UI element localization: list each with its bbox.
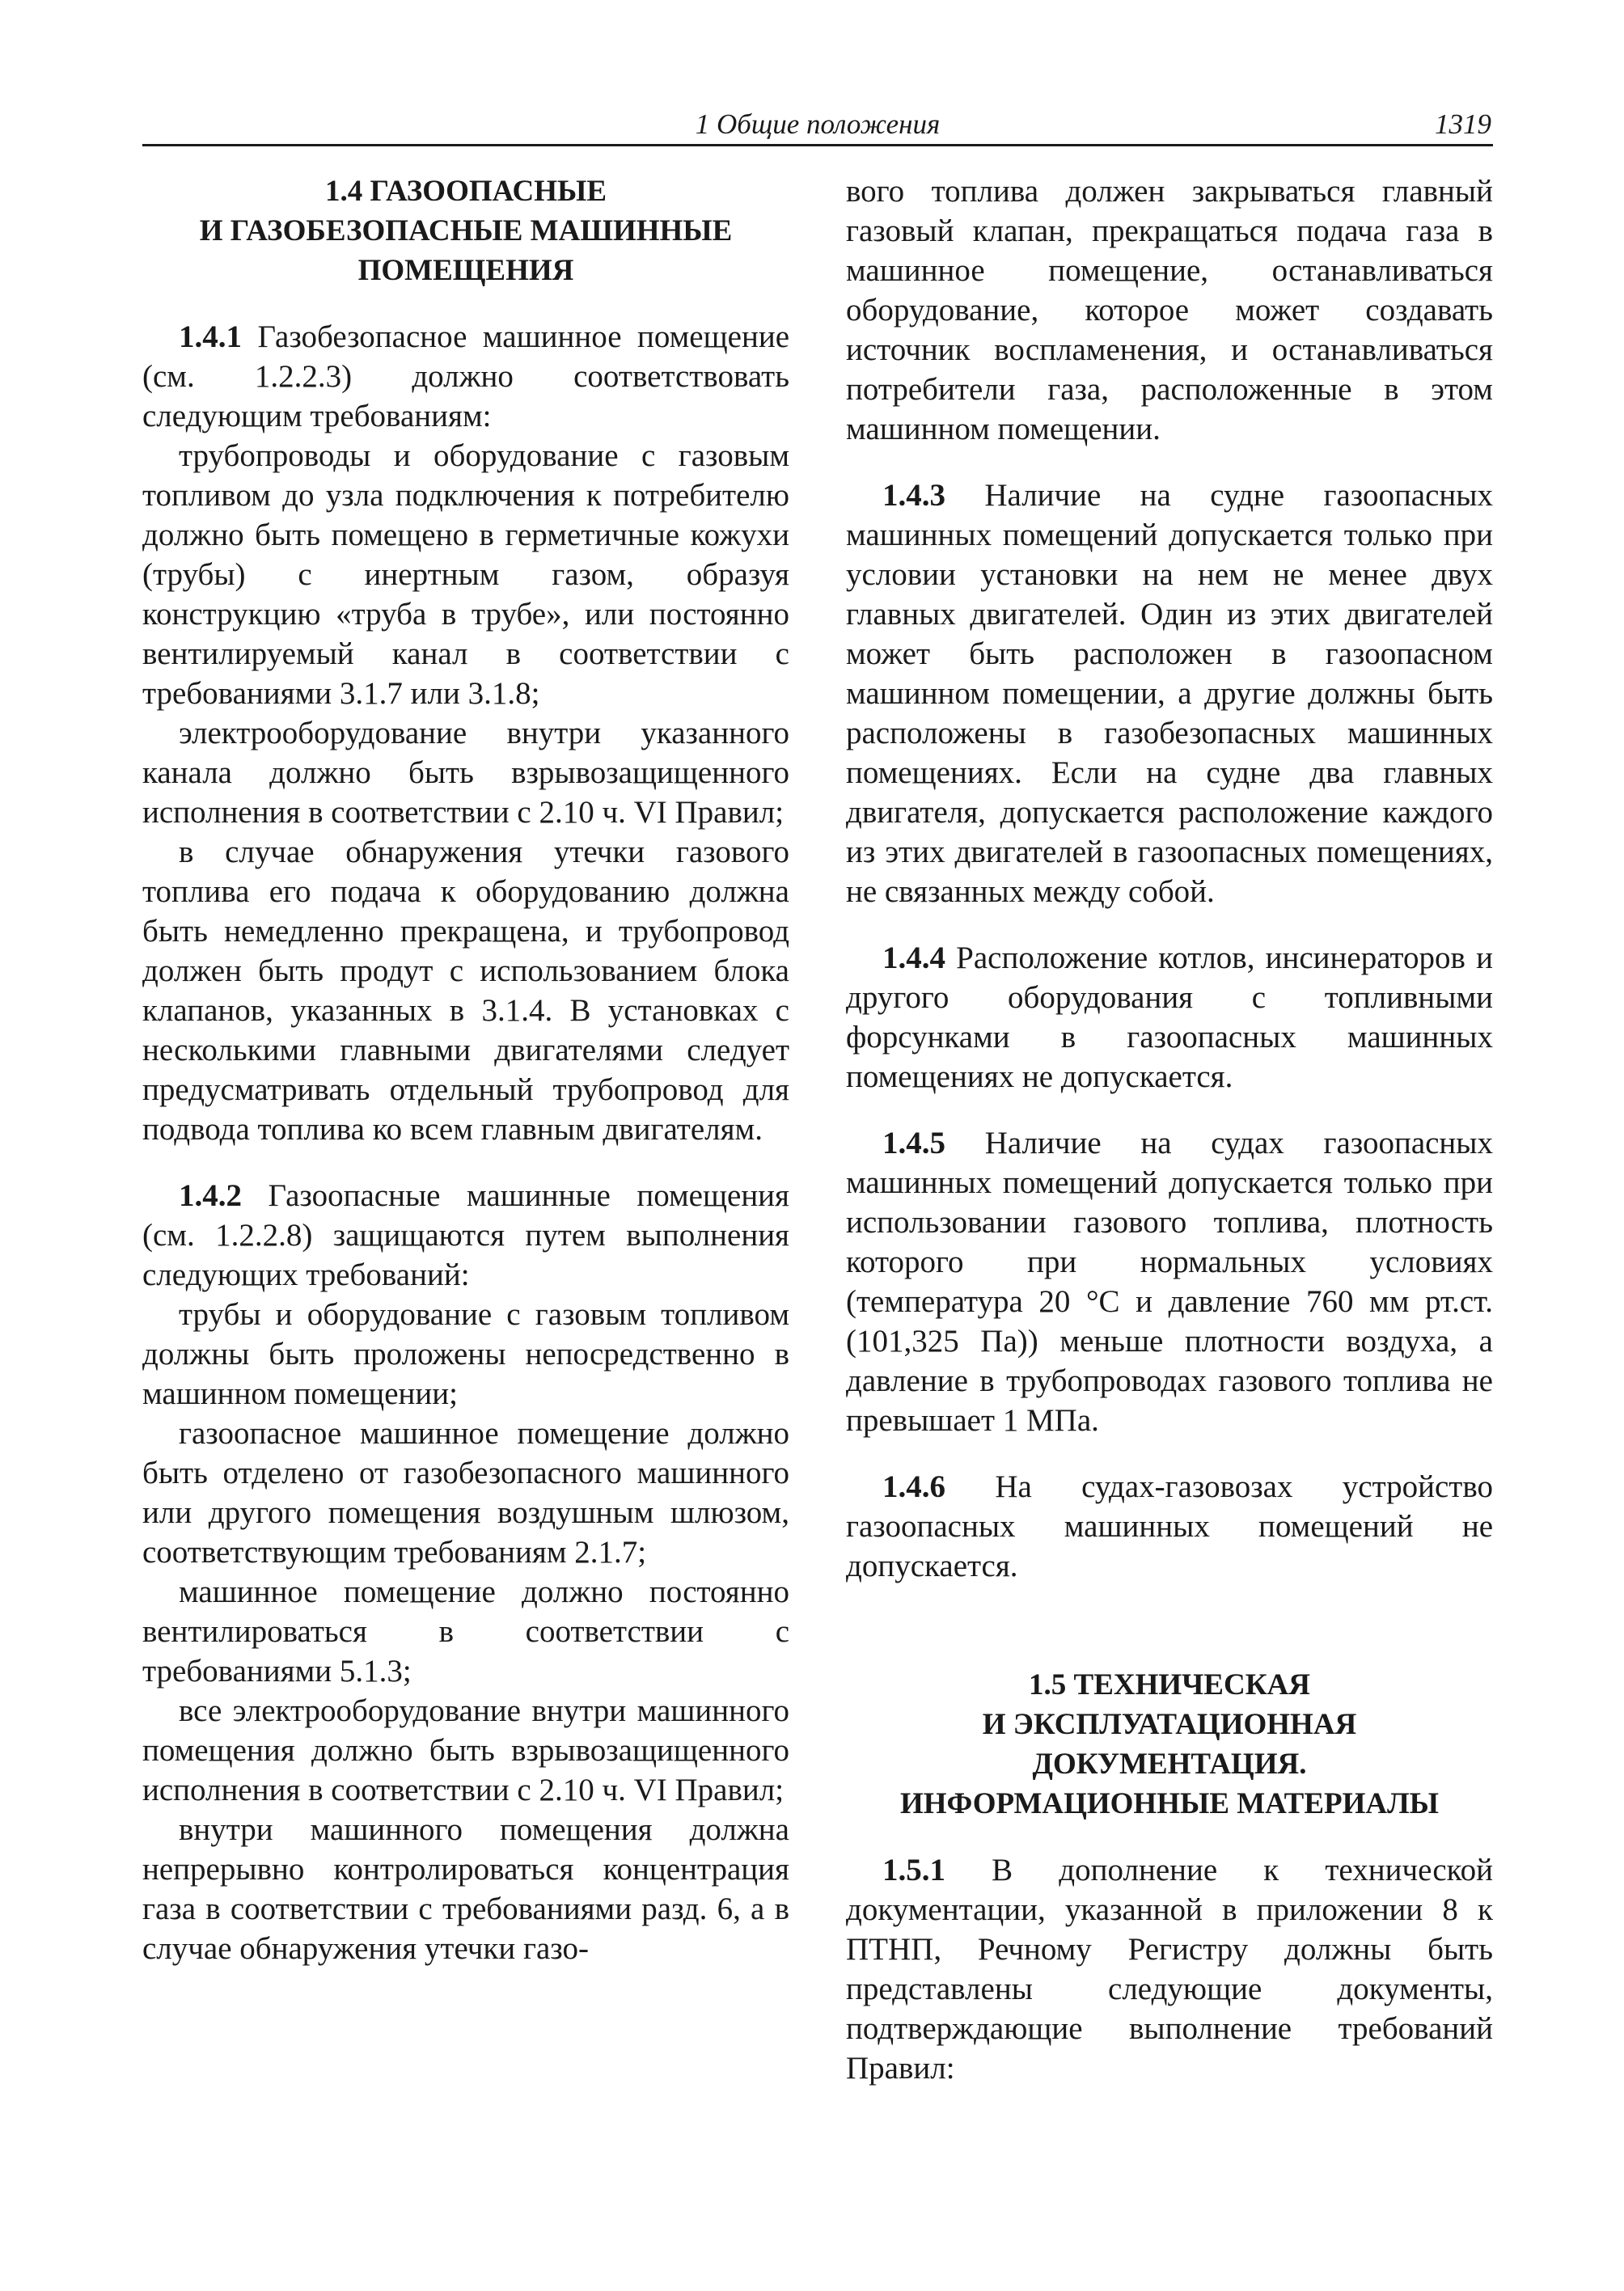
- clause-number: 1.4.2: [179, 1178, 242, 1213]
- left-column: [142, 171, 789, 1968]
- list-item: трубы и оборудование с газовым топливом должны быть проложены непосредственно в машинном помещении;: [142, 1297, 789, 1411]
- list-item: внутри машинного помещения должна непрерывно контролироваться концентрация газа в соответствии с требованиями разд. 6, а в случае обнаружения утечки газо-: [142, 1812, 789, 1966]
- clause-text: На судах-газовозах устройство газоопасных машинных помещений не допускается.: [846, 1469, 1493, 1583]
- list-item: газоопасное машинное помещение должно быть отделено от газобезопасного машинного или другого помещения воздушным шлюзом, соответствующим требованиям 2.1.7;: [142, 1416, 789, 1570]
- section-heading-1-4: [142, 171, 789, 290]
- paragraph-1-4-3: [846, 476, 1493, 911]
- list-item: в случае обнаружения утечки газового топлива его подача к оборудованию должна быть немедленно прекращена, и трубопровод должен быть продут с использованием блока клапанов, указанных в 3.1.4. В установках с несколькими главными двигателями следует предусматривать отдельный трубопровод для подвода топлива ко всем главным двигателям.: [142, 835, 789, 1147]
- heading-line: 1.5 ТЕХНИЧЕСКАЯ: [1029, 1668, 1310, 1701]
- clause-number: 1.4.4: [882, 940, 945, 975]
- heading-line: И ГАЗОБЕЗОПАСНЫЕ МАШИННЫЕ: [199, 214, 733, 247]
- paragraph-1-4-1: [142, 317, 789, 436]
- right-column: [846, 171, 1493, 2088]
- list-item: электрооборудование внутри указанного канала должно быть взрывозащищенного исполнения в соответствии с 2.10 ч. VI Правил;: [142, 716, 789, 830]
- clause-number: 1.4.1: [179, 319, 242, 354]
- clause-number: 1.4.6: [882, 1469, 945, 1504]
- list-item: трубопроводы и оборудование с газовым топливом до узла подключения к потребителю должно быть помещено в герметичные кожухи (трубы) с инертным газом, образуя конструкцию «труба в трубе», или постоянно вентилируемый канал в соответствии с требованиями 3.1.7 или 3.1.8;: [142, 438, 789, 711]
- heading-line: ДОКУМЕНТАЦИЯ.: [1032, 1748, 1307, 1781]
- continuation-paragraph: вого топлива должен закрываться главный газовый клапан, прекращаться подача газа в машинное помещение, останавливаться оборудование, которое может создавать источник воспламенения, и останавливаться потребители газа, расположенные в этом машинном помещении.: [846, 174, 1493, 446]
- clause-text: Газоопасные машинные помещения (см. 1.2.2.8) защищаются путем выполнения следующих требований:: [142, 1178, 789, 1292]
- paragraph-1-5-1: [846, 1850, 1493, 2088]
- clause-number: 1.4.3: [882, 478, 945, 513]
- paragraph-1-4-6: [846, 1467, 1493, 1586]
- heading-line: 1.4 ГАЗООПАСНЫЕ: [324, 175, 607, 208]
- paragraph-1-4-5: [846, 1123, 1493, 1440]
- paragraph-1-4-4: [846, 938, 1493, 1097]
- heading-line: И ЭКСПЛУАТАЦИОННАЯ: [982, 1708, 1357, 1741]
- list-item: машинное помещение должно постоянно вентилироваться в соответствии с требованиями 5.1.3;: [142, 1575, 789, 1689]
- clause-number: 1.4.5: [882, 1126, 945, 1160]
- clause-text: Газобезопасное машинное помещение (см. 1.2.2.3) должно соответствовать следующим требованиям:: [142, 319, 790, 433]
- heading-line: ИНФОРМАЦИОННЫЕ МАТЕРИАЛЫ: [899, 1787, 1440, 1820]
- running-header: [142, 104, 1493, 146]
- clause-text: В дополнение к технической документации, указанной в приложении 8 к ПТНП, Речному Регистру должны быть представлены следующие документы, подтверждающие выполнение требований Правил:: [846, 1853, 1494, 2086]
- clause-text: Расположение котлов, инсинераторов и другого оборудования с топливными форсунками в газоопасных машинных помещениях не допускается.: [846, 940, 1493, 1094]
- section-title: 1 Общие положения: [695, 108, 941, 140]
- page-number: 1319: [1435, 108, 1491, 140]
- clause-number: 1.5.1: [882, 1853, 945, 1887]
- clause-text: Наличие на судах газоопасных машинных помещений допускается только при использовании газового топлива, плотность которого при нормальных условиях (температура 20 °С и давление 760 мм рт.ст. (101,325 Па)) меньше плотности воздуха, а давление в трубопроводах газового топлива не превышает 1 МПа.: [846, 1126, 1494, 1438]
- section-heading-1-5: [846, 1665, 1493, 1824]
- heading-line: ПОМЕЩЕНИЯ: [357, 254, 574, 287]
- paragraph-1-4-2: [142, 1176, 789, 1295]
- clause-text: Наличие на судне газоопасных машинных помещений допускается только при условии установки на нем не менее двух главных двигателей. Один из этих двигателей может быть расположен в газоопасном машинном помещении, а другие должны быть расположены в газобезопасных машинных помещениях. Если на судне два главных двигателя, допускается расположение каждого из этих двигателей в газоопасных помещениях, не связанных между собой.: [846, 478, 1494, 909]
- list-item: все электрооборудование внутри машинного помещения должно быть взрывозащищенного исполнения в соответствии с 2.10 ч. VI Правил;: [142, 1693, 789, 1807]
